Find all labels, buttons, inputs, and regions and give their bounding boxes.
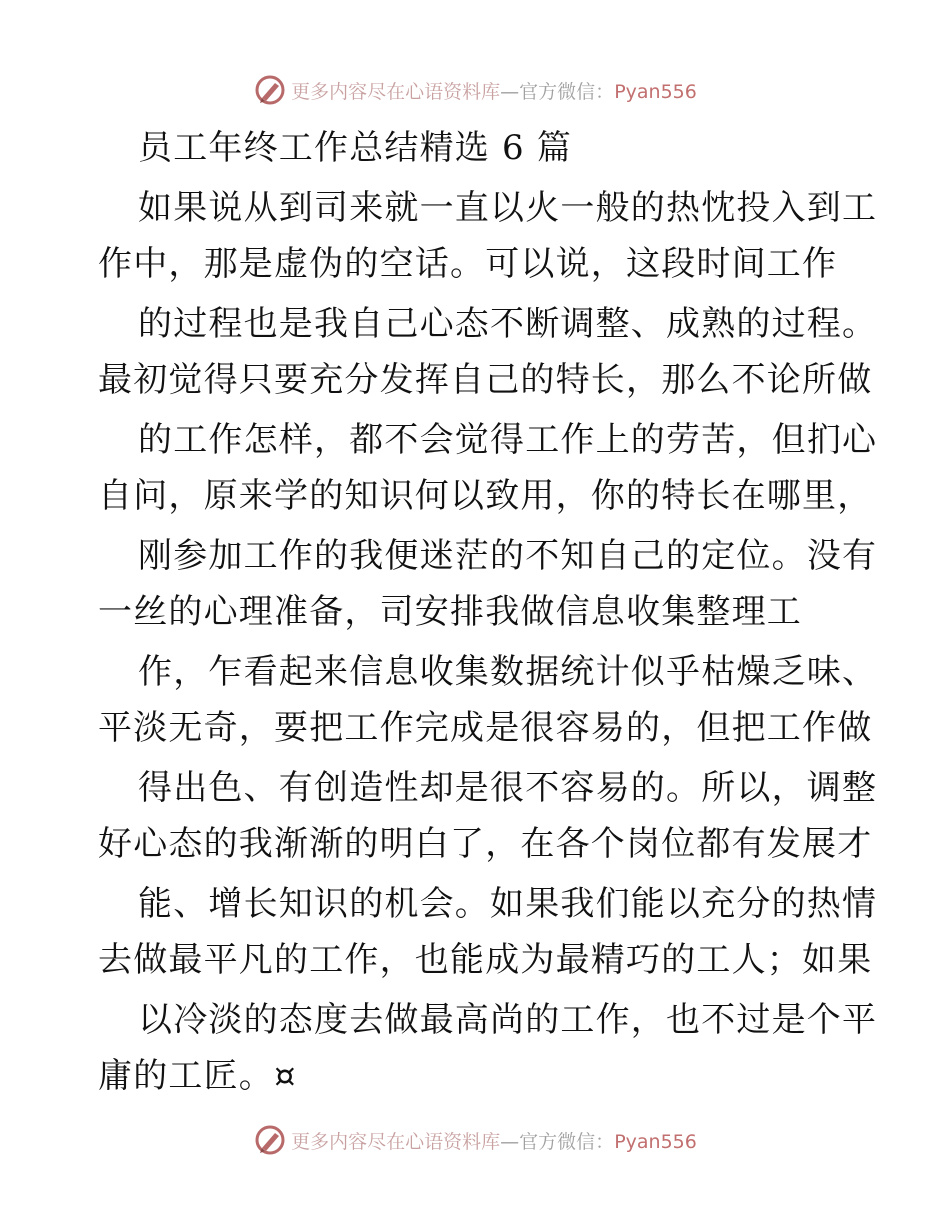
text-line: 好心态的我渐渐的明白了，在各个岗位都有发展才: [98, 824, 873, 864]
text-line: 的过程也是我自己心态不断调整、成熟的过程。: [138, 304, 878, 344]
footer-wechat-id: Pyan556: [614, 1130, 697, 1153]
text-line: 庸的工匠。¤: [98, 1056, 297, 1096]
footer-separator: —: [500, 1130, 520, 1153]
footer-wechat-label: 官方微信：: [519, 1130, 615, 1153]
text-line: 刚参加工作的我便迷茫的不知自己的定位。没有: [138, 536, 878, 576]
text-line: 自问，原来学的知识何以致用，你的特长在哪里，: [98, 476, 873, 516]
text-line: 能、增长知识的机会。如果我们能以充分的热情: [138, 884, 878, 924]
text-line: 得出色、有创造性却是很不容易的。所以，调整: [138, 768, 878, 808]
text-line: 一丝的心理准备，司安排我做信息收集整理工: [98, 592, 802, 632]
header-wechat-label: 官方微信：: [519, 80, 615, 103]
footer-banner: [0, 1120, 950, 1160]
text-line: 如果说从到司来就一直以火一般的热忱投入到工: [138, 188, 878, 228]
header-banner: [0, 70, 950, 110]
text-line: 作中，那是虚伪的空话。可以说，这段时间工作: [98, 244, 838, 284]
header-text: [291, 77, 697, 104]
text-line: 以冷淡的态度去做最高尚的工作，也不过是个平: [138, 1000, 878, 1040]
text-line: 的工作怎样，都不会觉得工作上的劳苦，但扪心: [138, 420, 878, 460]
document-title: 员工年终工作总结精选 6 篇: [138, 128, 573, 168]
pen-logo-icon: [253, 1123, 287, 1157]
text-line: 最初觉得只要充分发挥自己的特长，那么不论所做: [98, 360, 873, 400]
text-line: 去做最平凡的工作，也能成为最精巧的工人；如果: [98, 940, 873, 980]
header-separator: —: [500, 80, 520, 103]
text-line: 平淡无奇，要把工作完成是很容易的，但把工作做: [98, 708, 873, 748]
footer-text: [291, 1127, 697, 1154]
header-wechat-id: Pyan556: [614, 80, 697, 103]
text-line: 作，乍看起来信息收集数据统计似乎枯燥乏味、: [138, 652, 878, 692]
pen-logo-icon: [253, 73, 287, 107]
header-site-name: 更多内容尽在心语资料库: [291, 80, 501, 103]
footer-site-name: 更多内容尽在心语资料库: [291, 1130, 501, 1153]
